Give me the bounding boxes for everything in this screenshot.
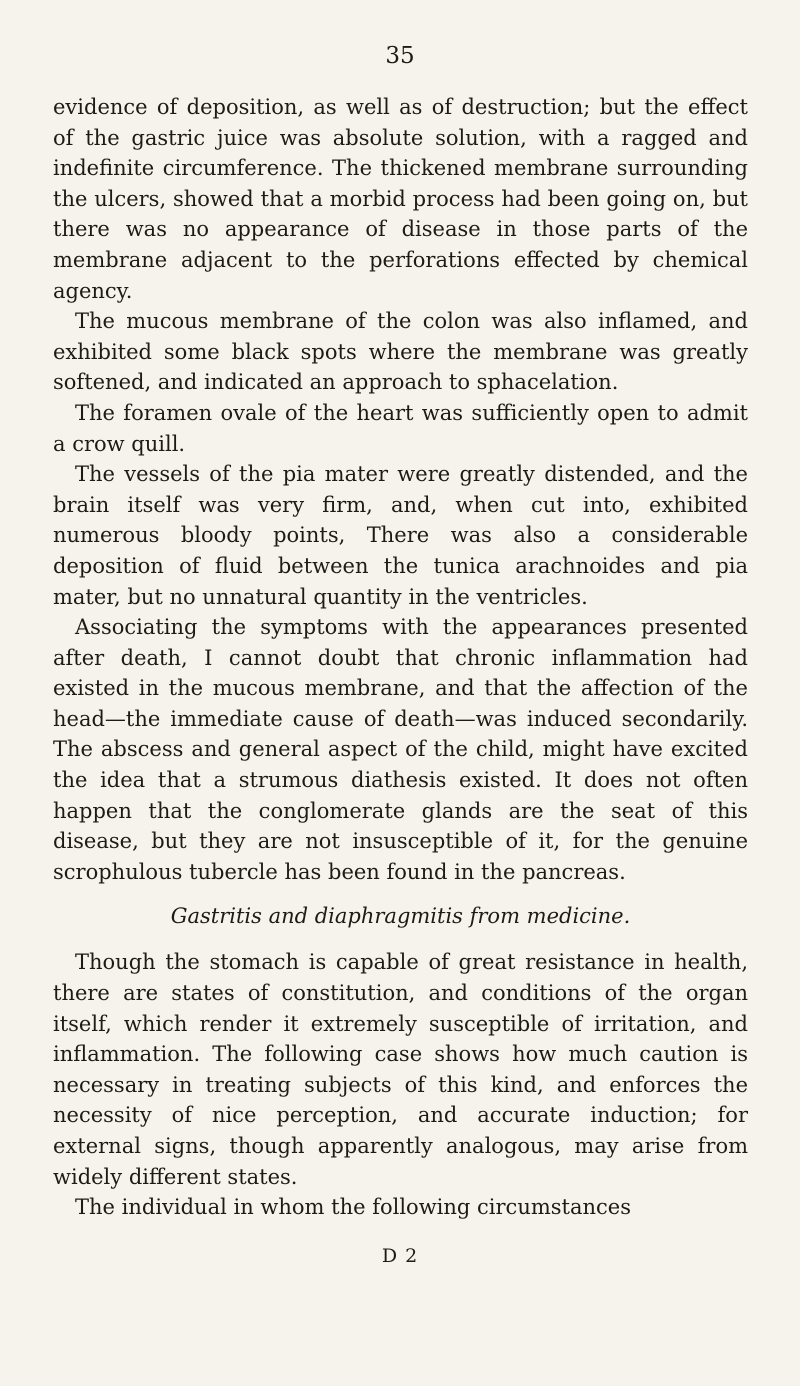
- paragraph-foramen-ovale: The foramen ovale of the heart was sufficiently open to admit a crow quill.: [53, 400, 748, 456]
- paragraph-stomach-resistance: Though the stomach is capable of great resistance in health, there are states of constitution, and conditions of the organ itself, which render it extremely susceptible of irritation, and inflammation. The following case shows how much caution is necessary in treating subjects of this kind, and enforces the necessity of nice perception, and accurate induction; for external signs, though apparently analogous, may arise from widely different states.: [53, 950, 748, 1189]
- paragraph-pia-mater: The vessels of the pia mater were greatly distended, and the brain itself was very firm, and, when cut into, exhibited numerous bloody points, There was also a considerable deposition of fluid between the tunica arachnoides and pia mater, but no unnatural quantity in the ventricles.: [53, 462, 748, 609]
- paragraph-associating-symptoms: Associating the symptoms with the appearances presented after death, I cannot doubt that chronic inflammation had existed in the mucous membrane, and that the affection of the head—the immediate cause of death—was induced secondarily. The abscess and general aspect of the child, might have excited the idea that a strumous diathesis existed. It does not often happen that the conglomerate glands are the seat of this disease, but they are not insusceptible of it, for the genuine scrophulous tubercle has been found in the pancreas.: [53, 615, 748, 884]
- page-number: 35: [385, 43, 415, 69]
- body-text: [53, 92, 748, 1223]
- section-heading: Gastritis and diaphragmitis from medicine.: [170, 904, 631, 929]
- paragraph-individual: The individual in whom the following circumstances: [75, 1195, 631, 1220]
- signature-mark: D 2: [381, 1245, 419, 1267]
- paragraph-continued: evidence of deposition, as well as of destruction; but the effect of the gastric juice was absolute solution, with a ragged and indefinite circumference. The thickened membrane surrounding the ulcers, showed that a morbid process had been going on, but there was no appearance of disease in those parts of the membrane adjacent to the perforations effected by chemical agency.: [53, 95, 748, 303]
- paragraph-colon: The mucous membrane of the colon was also inflamed, and exhibited some black spots where the membrane was greatly softened, and indicated an approach to sphacelation.: [53, 309, 748, 395]
